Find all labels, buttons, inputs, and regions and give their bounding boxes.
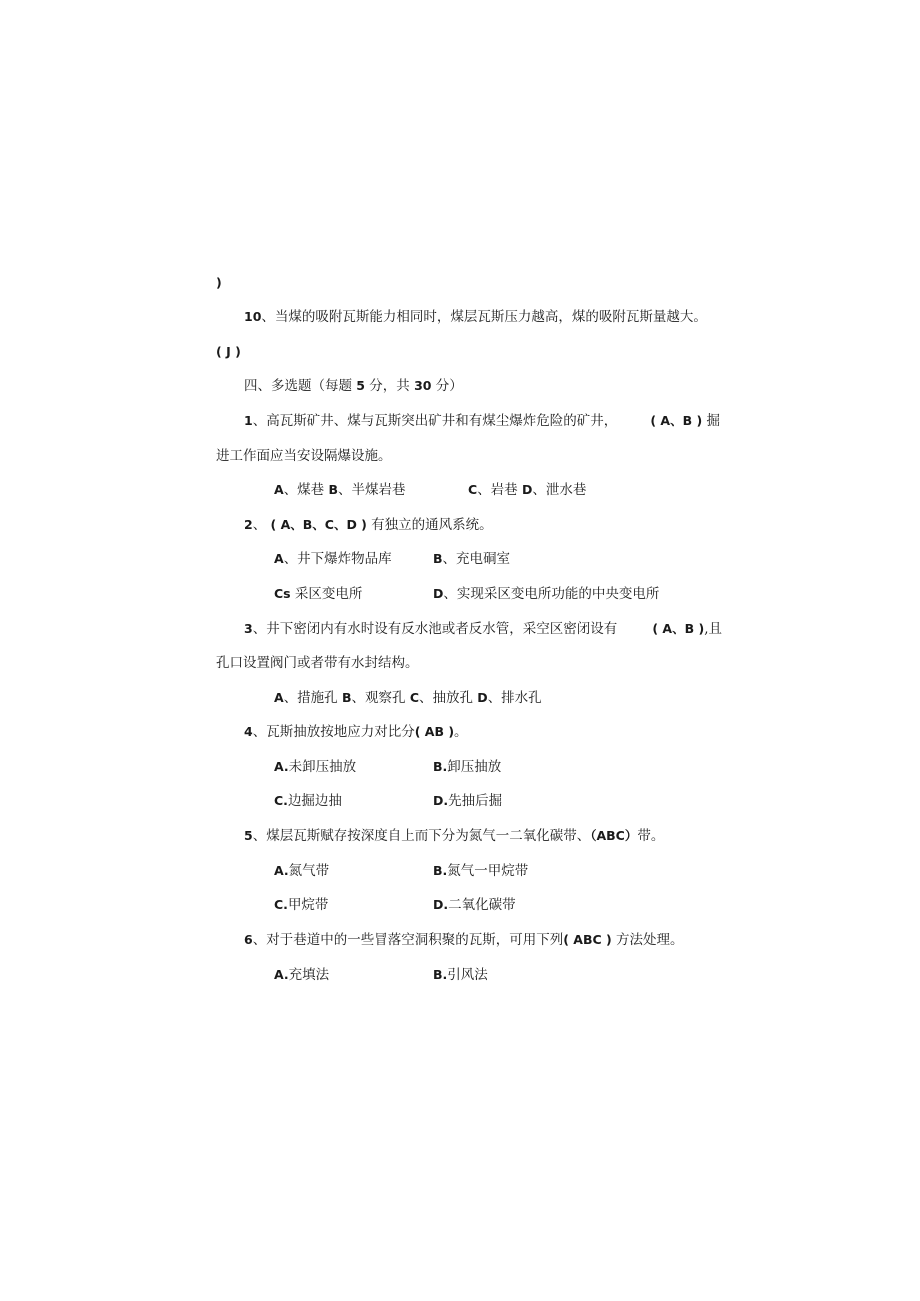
question-answer: （ABC） [590, 828, 638, 843]
question-2-option-a [274, 549, 392, 569]
question-4-option-a [274, 757, 356, 777]
question-5-option-b [433, 861, 528, 881]
option-text: 、观察孔 [351, 690, 410, 706]
question-text: 、对于巷道中的一些冒落空洞积聚的瓦斯，可用下列 [252, 932, 564, 948]
option-letter: D. [433, 793, 449, 808]
option-text: 未卸压抽放 [288, 759, 357, 775]
question-number: 4 [244, 724, 253, 739]
option-letter: C. [274, 897, 288, 912]
option-text: 、充电硐室 [442, 551, 511, 567]
question-separator: 、 [252, 517, 271, 533]
question-3-text [244, 619, 617, 639]
section-title-part: 分） [431, 378, 463, 394]
question-answer: ( A、B ) [650, 413, 703, 428]
question-text: 、井下密闭内有水时设有反水池或者反水管，采空区密闭设有 [252, 621, 618, 637]
option-letter: A. [274, 759, 289, 774]
option-text: 、泄水巷 [532, 482, 587, 498]
question-1-answer-group [650, 411, 720, 431]
question-10-answer: ( J ) [216, 344, 241, 359]
question-answer: ( A、B ) [652, 621, 705, 636]
question-1-options-ab [274, 480, 406, 500]
option-text: 、半煤岩巷 [338, 482, 406, 498]
option-text: 采区变电所 [290, 586, 363, 602]
question-number: 5 [244, 828, 253, 843]
question-4-option-c [274, 791, 342, 811]
question-answer: ( AB ) [414, 724, 455, 739]
section-title-part: 分，共 [365, 378, 415, 394]
question-text-tail: 掘 [702, 413, 720, 429]
question-1-text [244, 411, 617, 431]
option-text: 引风法 [447, 967, 488, 983]
option-letter: B. [433, 967, 448, 982]
question-number: 1 [244, 413, 253, 428]
option-text: 、井下爆炸物品库 [283, 551, 392, 567]
question-2-option-b [433, 549, 510, 569]
question-text: 、煤层瓦斯赋存按深度自上而下分为氮气一二氧化碳带、 [252, 828, 591, 844]
question-1-line-2: 进工作面应当安设隔爆设施。 [216, 448, 392, 464]
option-letter: D [477, 690, 488, 705]
question-3-line-2: 孔口设置阀门或者带有水封结构。 [216, 655, 419, 671]
question-number: 6 [244, 932, 253, 947]
option-letter: C. [274, 793, 288, 808]
option-text: 充填法 [288, 967, 330, 983]
mc-question-5 [244, 826, 664, 846]
option-letter: D [433, 586, 444, 601]
question-text-tail: 方法处理。 [611, 932, 684, 948]
mc-question-1 [244, 411, 720, 431]
option-text: 氮气带 [288, 863, 330, 879]
option-letter: A [274, 690, 284, 705]
mc-question-3 [244, 619, 722, 639]
option-text: 、煤巷 [283, 482, 329, 498]
option-text: 、措施孔 [283, 690, 342, 706]
question-5-option-c [274, 895, 328, 915]
option-text: 先抽后掘 [448, 793, 503, 809]
option-letter: B [433, 551, 443, 566]
option-letter: C [468, 482, 478, 497]
mc-question-4 [244, 722, 468, 742]
question-text: 、当煤的吸附瓦斯能力相同时，煤层瓦斯压力越高，煤的吸附瓦斯量越大。 [261, 309, 707, 325]
question-number: 2 [244, 517, 253, 532]
option-text: 、实现采区变电所功能的中央变电所 [443, 586, 660, 602]
question-4-option-d [433, 791, 502, 811]
question-4-option-b [433, 757, 501, 777]
points-per-question: 5 [356, 378, 365, 393]
question-3-options [274, 688, 542, 708]
question-text-tail: ,且 [704, 621, 722, 637]
section-title-multiple-choice [244, 376, 463, 396]
option-text: 卸压抽放 [447, 759, 502, 775]
question-text: 有独立的通风系统。 [366, 517, 493, 533]
option-letter: A [274, 551, 284, 566]
option-letter: D [521, 482, 533, 497]
option-letter: B. [433, 863, 448, 878]
question-6-option-b [433, 965, 488, 985]
option-text: 氮气一甲烷带 [447, 863, 529, 879]
question-2-option-d [433, 584, 659, 604]
option-text: 、抽放孔 [419, 690, 478, 706]
option-letter: D. [433, 897, 449, 912]
section-title-part: 四、多选题（每题 [244, 378, 357, 394]
question-answer: ( A、B、C、D ) [270, 517, 367, 532]
option-text: 、排水孔 [487, 690, 542, 706]
question-number: 3 [244, 621, 253, 636]
option-letter: B [328, 482, 339, 497]
option-text: 边掘边抽 [287, 793, 342, 809]
option-letter: C [409, 690, 419, 705]
question-text: 、高瓦斯矿井、煤与瓦斯突出矿井和有煤尘爆炸危险的矿井， [252, 413, 618, 429]
question-5-option-a [274, 861, 329, 881]
mc-question-2 [244, 515, 493, 535]
option-text: 甲烷带 [287, 897, 329, 913]
question-text-tail: 。 [454, 724, 468, 740]
question-number: 10 [244, 309, 262, 324]
option-letter: A. [274, 863, 289, 878]
option-letter: B [341, 690, 352, 705]
question-3-answer-group [652, 619, 722, 639]
option-text: 、岩巷 [477, 482, 522, 498]
question-text-tail: 带。 [637, 828, 665, 844]
option-letter: A. [274, 967, 289, 982]
total-points: 30 [414, 378, 432, 393]
question-text: 、瓦斯抽放按地应力对比分 [252, 724, 415, 740]
option-letter: B. [433, 759, 448, 774]
question-6-option-a [274, 965, 329, 985]
question-answer: ( ABC ) [563, 932, 612, 947]
option-letter: A [274, 482, 284, 497]
previous-question-closing-paren: ) [216, 275, 222, 290]
question-1-options-cd [468, 480, 586, 500]
question-5-option-d [433, 895, 516, 915]
question-2-option-c [274, 584, 362, 604]
option-letter: Cs [274, 586, 291, 601]
question-10 [244, 307, 707, 327]
mc-question-6 [244, 930, 684, 950]
option-text: 二氧化碳带 [448, 897, 516, 913]
